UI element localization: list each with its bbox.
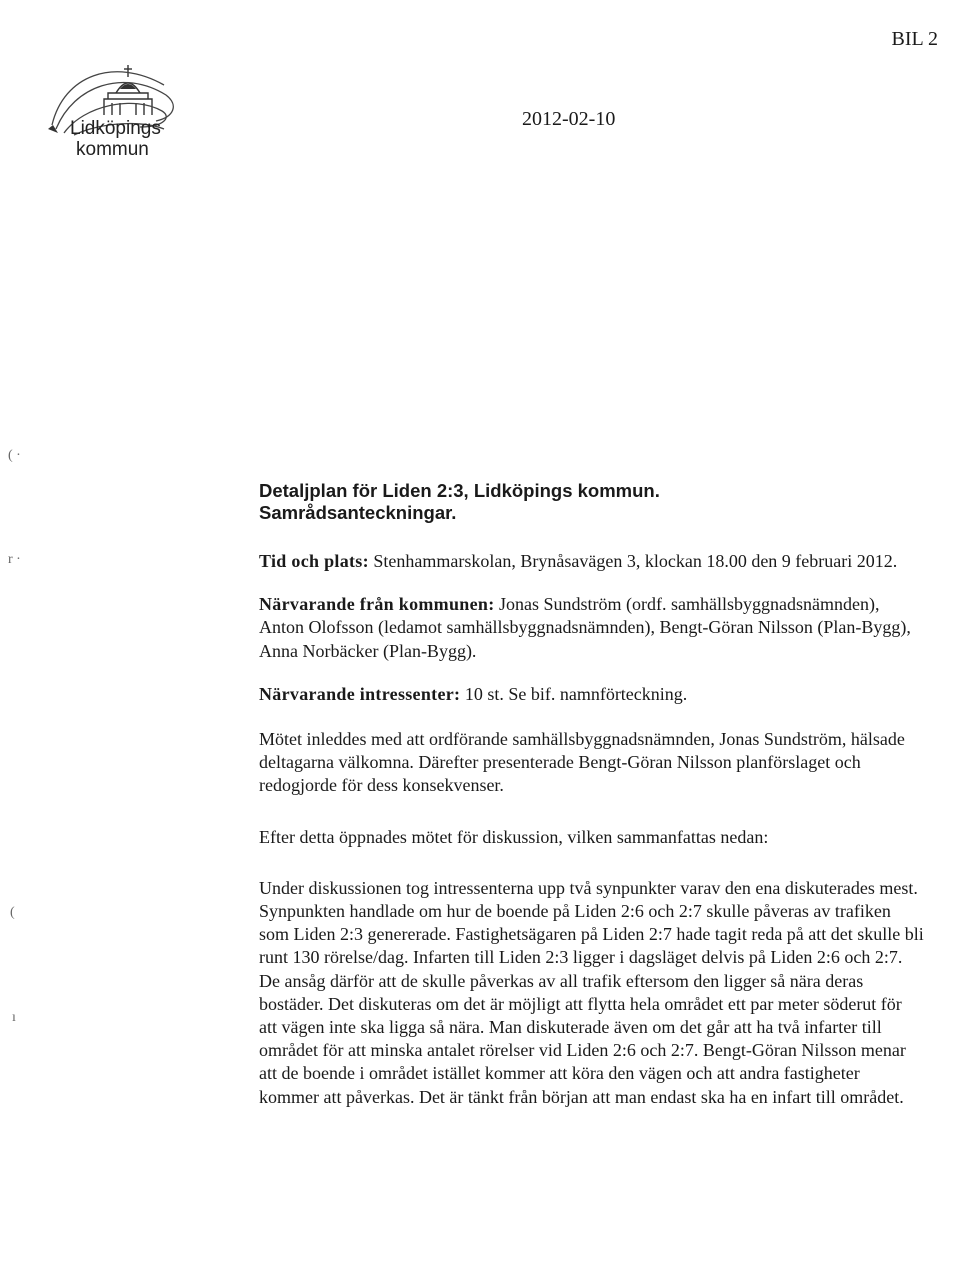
municipality-logo	[44, 55, 234, 170]
time-and-place	[259, 550, 924, 573]
scan-mark: ı	[12, 1010, 16, 1025]
time-place-text: Stenhammarskolan, Brynåsavägen 3, klockan 18.00 den 9 februari 2012.	[373, 551, 898, 571]
annex-label: BIL 2	[891, 28, 938, 50]
present-stakeholders-label: Närvarande intressenter:	[259, 683, 461, 704]
logo-text-line1: Lidköpings	[70, 118, 161, 139]
present-stakeholders-text: 10 st. Se bif. namnförteckning.	[464, 683, 688, 704]
present-municipality-label: Närvarande från kommunen:	[259, 594, 495, 615]
scan-mark: ( ·	[8, 448, 21, 463]
document-title	[259, 480, 924, 524]
time-place-label: Tid och plats:	[259, 551, 369, 571]
logo-text-line2: kommun	[76, 139, 149, 160]
document-body	[259, 480, 924, 1109]
scan-mark: (	[10, 905, 15, 920]
scan-mark: r ·	[8, 552, 21, 567]
present-municipality	[259, 593, 924, 663]
paragraph-opening: Mötet inleddes med att ordförande samhällsbyggnadsnämnden, Jonas Sundström, hälsade deltagarna välkomna. Därefter presenterade Bengt-Göran Nilsson planförslaget och redogjorde för dess konsekvenser.	[259, 729, 905, 796]
paragraph-discussion: Under diskussionen tog intressenterna upp två synpunkter varav den ena diskuterades mest. Synpunkten handlade om hur de boende på Liden 2:6 och 2:7 skulle påveras av trafiken som Liden 2:3 genererade. Fastighetsägaren på Liden 2:7 hade tagit reda på att det skulle bli runt 130 rörelse/dag. Infarten till Liden 2:3 ligger i dagsläget delvis på Liden 2:6 och 2:7. De ansåg därför att de skulle påverkas av all trafik eftersom den ligger så nära deras bostäder. Det diskuteras om det är möjligt att flytta hela området ett par meter söderut för att vägen inte ska ligga så nära. Man diskuterade även om det går att ha två infarter till området för att minska antalet rörelser vid Liden 2:6 och 2:7. Bengt-Göran Nilsson menar att de boende i området istället kommer att köra den vägen och att andra fastigheter kommer att påverkas. Det är tänkt från början att man endast ska ha en infart till området.	[259, 877, 924, 1107]
present-municipality-text: Jonas Sundström (ordf. samhällsbyggnadsnämnden), Anton Olofsson (ledamot samhällsbyggnadsnämnden), Bengt-Göran Nilsson (Plan-Bygg), Anna Norbäcker (Plan-Bygg).	[259, 594, 911, 661]
present-stakeholders	[259, 683, 924, 706]
paragraph-discussion-intro: Efter detta öppnades mötet för diskussion, vilken sammanfattas nedan:	[259, 826, 769, 847]
title-line-2: Samrådsanteckningar.	[259, 502, 457, 523]
title-line-1: Detaljplan för Liden 2:3, Lidköpings kommun.	[259, 480, 660, 501]
document-date: 2012-02-10	[522, 108, 616, 130]
